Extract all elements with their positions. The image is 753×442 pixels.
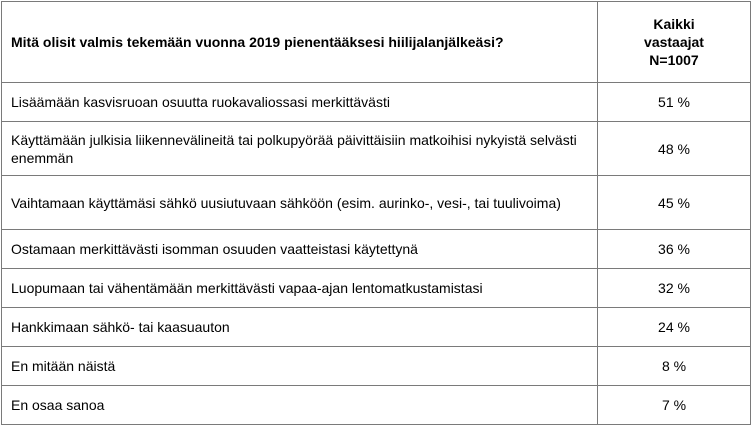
table-row [2,308,751,347]
table-row [2,83,751,122]
header-row [2,2,751,83]
question-header: Mitä olisit valmis tekemään vuonna 2019 pienentääksesi hiilijalanjälkeäsi? [2,2,598,83]
table-row [2,122,751,176]
row-label: Vaihtamaan käyttämäsi sähkö uusiutuvaan sähköön (esim. aurinko-, vesi-, tai tuulivoima) [2,176,598,230]
row-value: 48 % [598,122,751,176]
header-line-2: vastaajat [644,34,704,50]
row-label: Käyttämään julkisia liikennevälineitä tai polkupyörää päivittäisiin matkoihisi nykyistä selvästi enemmän [2,122,598,176]
row-label: Hankkimaan sähkö- tai kaasuauton [2,308,598,347]
row-label: Ostamaan merkittävästi isomman osuuden vaatteistasi käytettynä [2,230,598,269]
row-value: 51 % [598,83,751,122]
row-value: 7 % [598,386,751,425]
row-value: 24 % [598,308,751,347]
row-label: Luopumaan tai vähentämään merkittävästi vapaa-ajan lentomatkustamistasi [2,269,598,308]
table-row [2,386,751,425]
respondents-header [598,2,751,83]
header-line-3: N=1007 [649,52,699,68]
row-value: 45 % [598,176,751,230]
row-value: 8 % [598,347,751,386]
row-value: 32 % [598,269,751,308]
row-label: Lisäämään kasvisruoan osuutta ruokavaliossasi merkittävästi [2,83,598,122]
table-row [2,176,751,230]
row-label: En mitään näistä [2,347,598,386]
row-value: 36 % [598,230,751,269]
survey-table [1,1,751,425]
row-label: En osaa sanoa [2,386,598,425]
table-row [2,347,751,386]
table-row [2,269,751,308]
table-row [2,230,751,269]
header-line-1: Kaikki [653,16,695,32]
